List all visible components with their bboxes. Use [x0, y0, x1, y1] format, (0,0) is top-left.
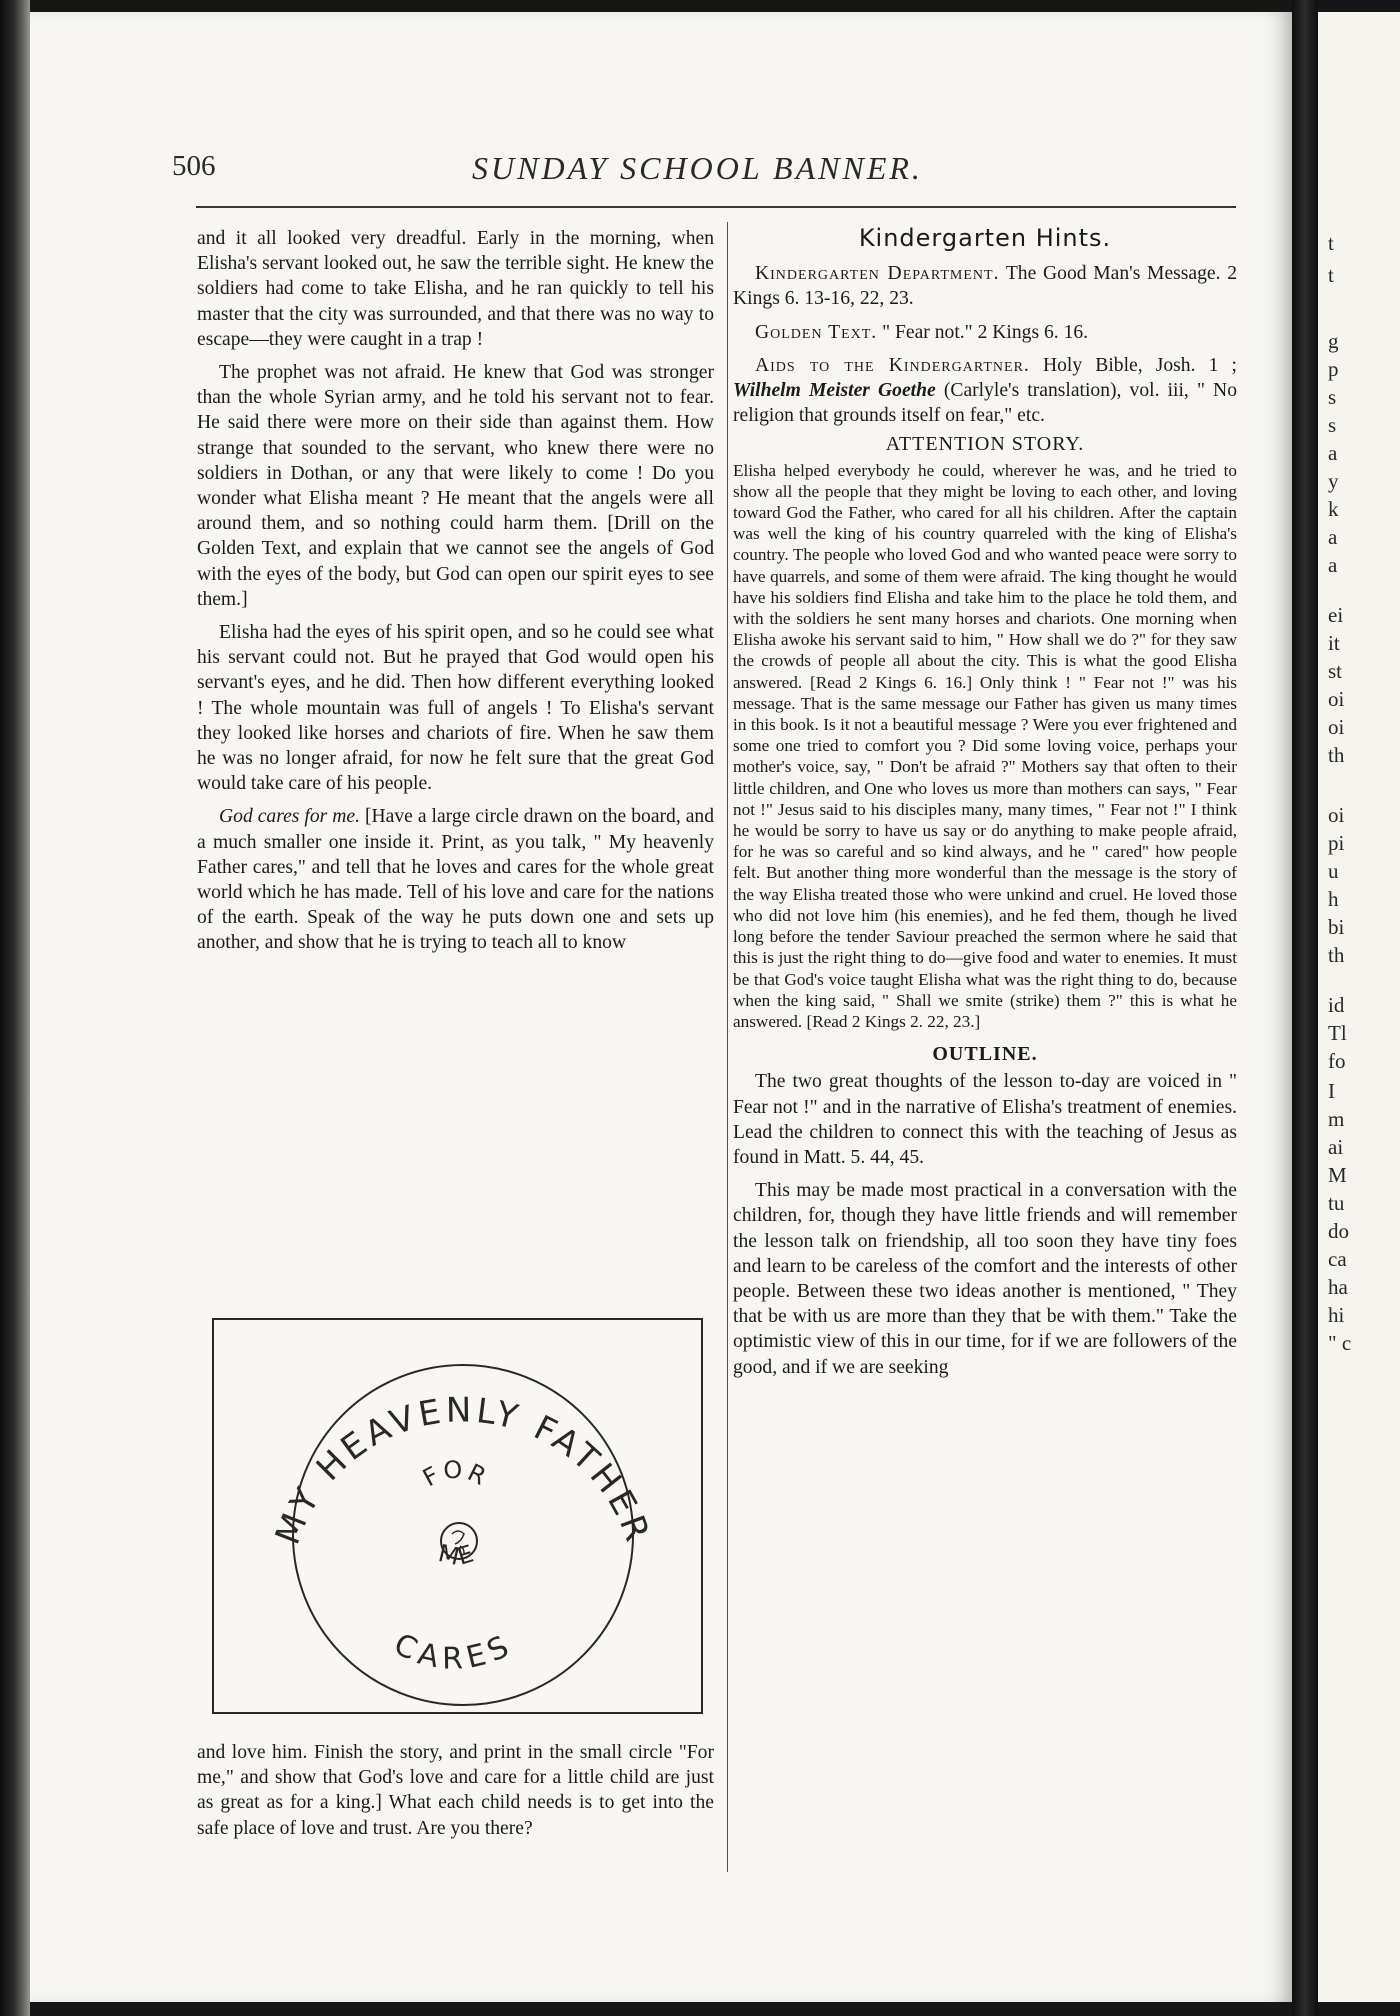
next-page-fragment: do: [1328, 1219, 1349, 1243]
header-rule: [196, 206, 1236, 208]
next-page-fragment: M: [1328, 1163, 1347, 1187]
circle-diagram: [214, 1320, 701, 1712]
next-page-fragment: oi: [1328, 715, 1345, 739]
next-page-fragment: fo: [1328, 1049, 1346, 1073]
left-paragraph-2: The prophet was not afraid. He knew that God was stronger than the whole Syrian army, and he told his servant not to fear. He said there were more on their side than against them. How strange that sounded to the servant, who knew there were no soldiers in Dothan, or any that were likely to come ! Do you wonder what Elisha meant ? He meant that the angels were all around them, and so nothing could harm them. [Drill on the Golden Text, and explain that we cannot see the angels of God with the eyes of the body, but God can open our spirit eyes to see them.]: [197, 362, 714, 610]
golden-text-label: Golden Text.: [755, 321, 878, 343]
next-page-fragment: s: [1328, 385, 1337, 409]
next-page-fragment: oi: [1328, 803, 1345, 827]
next-page-fragment: it: [1328, 631, 1340, 655]
left-paragraph-4-text: [Have a large circle drawn on the board, and a much smaller one inside it. Print, as you talk, " My heavenly Father cares," and tell that he loves and cares for the whole great world which he has made. Tell of his love and care for the nations of the earth. Speak of the way he puts down one and sets up another, and show that he is trying to teach all to know: [197, 806, 714, 954]
golden-text: " Fear not." 2 Kings 6. 16.: [882, 321, 1089, 343]
next-page-fragment: g: [1328, 329, 1339, 353]
next-page-fragment: hi: [1328, 1303, 1345, 1327]
next-page-fragment: ha: [1328, 1275, 1348, 1299]
outline-paragraph-1: The two great thoughts of the lesson to-day are voiced in " Fear not !" and in the narrative of Elisha's treatment of enemies. Lead the children to connect this with the teaching of Jesus as found in Matt. 5. 44, 45.: [733, 1071, 1237, 1168]
next-page-fragment: h: [1328, 887, 1339, 911]
page-header: [172, 150, 1238, 190]
bottom-circle-text: CARES: [388, 1626, 520, 1677]
inner-circle-bottom-text: ME: [435, 1538, 480, 1572]
next-page-fragment: u: [1328, 859, 1339, 883]
paragraph-lead: God cares for me.: [219, 806, 361, 828]
next-page-fragment: y: [1328, 469, 1339, 493]
next-page-fragment: ai: [1328, 1135, 1344, 1159]
left-paragraph-3: Elisha had the eyes of his spirit open, and so he could see what his servant could not. But he prayed that God would open his servant's eyes, and he did. Then how different everything looked ! The whole mountain was full of angels ! To Elisha's servant they looked like horses and chariots of fire. When he saw them he was no longer afraid, for now he felt sure that the great God would take care of his people.: [197, 622, 714, 795]
column-rule: [727, 222, 728, 1872]
next-page-fragment: a: [1328, 553, 1338, 577]
aids-text-b: (Carlyle's translation), vol. iii, " No religion that grounds itself on fear," etc.: [733, 380, 1237, 427]
next-page-fragment: s: [1328, 413, 1337, 437]
aids-line: [733, 353, 1237, 429]
golden-text-line: [733, 320, 1237, 345]
book-spine: [0, 0, 30, 2016]
left-paragraph-4: [197, 804, 714, 955]
blackboard-diagram: [212, 1318, 703, 1714]
svg-text:FOR: [418, 1456, 493, 1493]
next-page-fragment: th: [1328, 743, 1345, 767]
next-page-fragment: id: [1328, 993, 1345, 1017]
left-column-continued: [197, 1740, 714, 1841]
next-page-edge: [1318, 12, 1400, 2002]
next-page-fragment: pi: [1328, 831, 1345, 855]
svg-text:CARES: [388, 1627, 519, 1677]
aids-text-a: Holy Bible, Josh. 1 ;: [1042, 354, 1237, 376]
left-paragraph-5: and love him. Finish the story, and print in the small circle "For me," and show that God's love and care for a little child are just as great as for a king.] What each child needs is to get into the safe place of love and trust. Are you there?: [197, 1742, 714, 1839]
aids-label: Aids to the Kindergartner.: [755, 354, 1030, 376]
svg-text:ME: [436, 1539, 480, 1572]
inner-circle-top-text: FOR: [418, 1455, 494, 1493]
next-page-fragment: th: [1328, 943, 1345, 967]
next-page-fragment: oi: [1328, 687, 1345, 711]
next-page-fragment: bi: [1328, 915, 1345, 939]
next-page-fragment: I: [1328, 1079, 1335, 1103]
next-page-fragment: t: [1328, 263, 1334, 287]
next-page-fragment: ei: [1328, 603, 1344, 627]
left-paragraph-1: and it all looked very dreadful. Early in the morning, when Elisha's servant looked out, he saw the terrible sight. He knew the soldiers had come to take Elisha, and he ran quickly to tell his master that the city was surrounded, and that there was no way to escape—they were caught in a trap !: [197, 228, 714, 350]
next-page-fragment: " c: [1328, 1331, 1352, 1355]
next-page-fragment: t: [1328, 231, 1334, 255]
gutter: [1292, 0, 1318, 2016]
next-page-fragment: tu: [1328, 1191, 1345, 1215]
aids-italic-title: Wilhelm Meister Goethe: [733, 380, 936, 402]
next-page-fragment: m: [1328, 1107, 1345, 1131]
department-label: Kindergarten Department.: [755, 263, 1000, 285]
department-text: The Good Man's Message. 2 Kings 6. 13-16, 22, 23.: [733, 263, 1237, 310]
next-page-fragment: a: [1328, 525, 1338, 549]
outline-paragraph-2: This may be made most practical in a conversation with the children, for, though they have little friends and will remember the lesson talk on friendship, all too soon they have tiny foes and learn to be careless of the comfort and the interests of other people. Between these two ideas another is mentioned, " They that be with us are more than they that be with them." Take the optimistic view of this in our time, for if we are followers of the good, and if we are seeking: [733, 1180, 1237, 1378]
attention-story: Elisha helped everybody he could, wherever he was, and he tried to show all the people that they might be loving to each other, and loving toward God the Father, who cared for all his children. After the captain was well the king of his country quarreled with the king of Elisha's country. The people who loved God and who wanted peace were sorry to have quarrels, and some of them were afraid. The king thought he would have his soldiers find Elisha and take him to the place he told them, and with the soldiers he sent many horses and chariots. One morning when Elisha awoke his servant said to him, " How shall we do ?" for they saw the crowds of people all about the city. This is what the good Elisha answered. [Read 2 Kings 6. 16.] Only think ! " Fear not !" was his message. That is the same message our Father has given us many times in this book. Is it not a beautiful message ? Were you ever frightened and some one tried to comfort you ? Did some loving voice, perhaps your mother's voice, say, " Don't be afraid ?" Mothers say that often to their little children, and One who loves us more than mothers can says, " Fear not !" Jesus said to his disciples many, many times, " Fear not !" I think he would be sorry to have us say or do anything to make people afraid, for he was so careful and so kind always, and he " cared" how people felt. But another thing more wonderful than the message is the story of the way Elisha treated those who were unkind and cruel. He loved those who did not love him (his enemies), and he fed them, though he lived long before the tender Saviour preached the sermon where he said that this is just the right thing to do—give food and water to enemies. It must be that God's voice taught Elisha what was the right thing to do, because when the king said, " Shall we smite (strike) them ?" this is what he answered. [Read 2 Kings 2. 22, 23.]: [733, 460, 1237, 1031]
right-column: [733, 226, 1237, 1380]
left-column: [197, 226, 714, 956]
section-title: Kindergarten Hints.: [858, 224, 1112, 252]
next-page-fragment: st: [1328, 659, 1343, 683]
page-number: 506: [172, 150, 216, 182]
running-title: SUNDAY SCHOOL BANNER.: [472, 150, 923, 186]
department-line: [733, 261, 1237, 311]
next-page-fragment: ca: [1328, 1247, 1347, 1271]
next-page-fragment: Tl: [1328, 1021, 1347, 1045]
outer-circle-text: MY HEAVENLY FATHER: [267, 1390, 659, 1550]
outline-heading: OUTLINE.: [932, 1043, 1038, 1066]
next-page-fragment: p: [1328, 357, 1339, 381]
next-page-fragment: a: [1328, 441, 1338, 465]
attention-story-heading: ATTENTION STORY.: [885, 433, 1085, 456]
next-page-fragment: k: [1328, 497, 1339, 521]
